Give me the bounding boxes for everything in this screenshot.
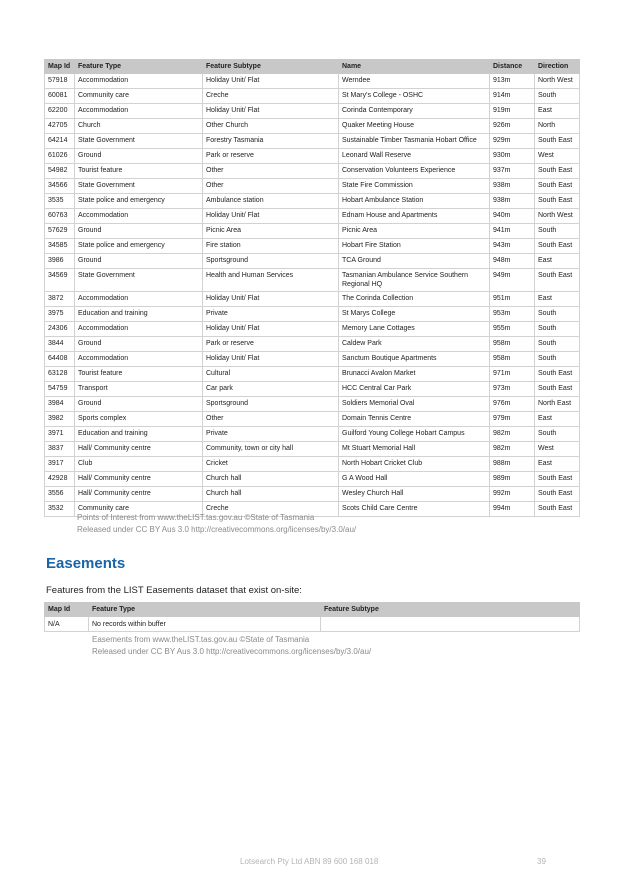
table-cell: 3837 [45,442,75,457]
table-cell: Accommodation [75,352,203,367]
poi-credit [77,512,356,536]
table-cell: South East [535,367,580,382]
table-cell: Scots Child Care Centre [339,502,490,517]
col-header-distance: Distance [490,60,535,74]
table-cell: Other [203,164,339,179]
table-cell: East [535,254,580,269]
table-row [45,307,580,322]
table-row [45,442,580,457]
table-cell: 913m [490,74,535,89]
table-cell: Ground [75,254,203,269]
table-cell: 60763 [45,209,75,224]
table-cell: 953m [490,307,535,322]
table-cell: 3975 [45,307,75,322]
table-row [45,337,580,352]
table-cell: Accommodation [75,74,203,89]
table-cell: 976m [490,397,535,412]
table-cell: Cricket [203,457,339,472]
table-cell: South East [535,487,580,502]
table-cell: Hobart Fire Station [339,239,490,254]
table-cell: Creche [203,502,339,517]
table-cell: Picnic Area [339,224,490,239]
table-cell: Caldew Park [339,337,490,352]
table-cell: Holiday Unit/ Flat [203,292,339,307]
table-cell: Other [203,179,339,194]
table-cell: Ground [75,397,203,412]
table-cell: N/A [45,617,89,632]
table-row [45,149,580,164]
table-cell: 955m [490,322,535,337]
table-row [45,397,580,412]
table-cell: North West [535,74,580,89]
table-cell: South [535,307,580,322]
table-cell: Other Church [203,119,339,134]
table-cell: South East [535,382,580,397]
table-cell: North West [535,209,580,224]
table-cell: 943m [490,239,535,254]
table-cell: Tasmanian Ambulance Service Southern Regional HQ [339,269,490,292]
table-cell: State Government [75,269,203,292]
table-cell: Corinda Contemporary [339,104,490,119]
table-cell: 62200 [45,104,75,119]
table-cell: 3984 [45,397,75,412]
table-cell: 3982 [45,412,75,427]
table-cell: 926m [490,119,535,134]
table-cell: State Fire Commission [339,179,490,194]
table-cell: Sportsground [203,397,339,412]
table-cell: South East [535,164,580,179]
table-cell: 982m [490,427,535,442]
table-cell: 64214 [45,134,75,149]
table-cell: South [535,224,580,239]
table-cell: 938m [490,194,535,209]
table-cell: Education and training [75,307,203,322]
table-cell: East [535,412,580,427]
table-cell: 937m [490,164,535,179]
table-cell: North Hobart Cricket Club [339,457,490,472]
table-cell: Church [75,119,203,134]
table-row [45,104,580,119]
table-cell: 3917 [45,457,75,472]
table-cell: 57918 [45,74,75,89]
table-cell: West [535,149,580,164]
table-cell: 64408 [45,352,75,367]
table-row [45,134,580,149]
table-cell: Conservation Volunteers Experience [339,164,490,179]
col-header-map-id: Map Id [45,603,89,617]
table-cell: Private [203,307,339,322]
table-cell: Holiday Unit/ Flat [203,74,339,89]
table-row [45,427,580,442]
table-row [45,269,580,292]
table-cell: Brunacci Avalon Market [339,367,490,382]
table-cell: Community care [75,89,203,104]
table-row [45,322,580,337]
points-of-interest-table [44,59,580,517]
table-cell: HCC Central Car Park [339,382,490,397]
table-cell: 929m [490,134,535,149]
table-cell: Leonard Wall Reserve [339,149,490,164]
table-cell: East [535,292,580,307]
table-cell: South East [535,239,580,254]
table-row [45,472,580,487]
table-row [45,412,580,427]
table-cell: Ground [75,149,203,164]
table-cell: State Government [75,179,203,194]
table-row [45,164,580,179]
table-cell: North East [535,397,580,412]
table-cell: 34566 [45,179,75,194]
poi-credit-line-1: Points of Interest from www.theLIST.tas.gov.au ©State of Tasmania [77,513,315,522]
table-cell: 3532 [45,502,75,517]
table-header-row [45,60,580,74]
table-cell: Ground [75,224,203,239]
table-cell: Holiday Unit/ Flat [203,352,339,367]
table-cell: Mt Stuart Memorial Hall [339,442,490,457]
table-cell: West [535,442,580,457]
col-header-feature-subtype: Feature Subtype [203,60,339,74]
table-cell: Domain Tennis Centre [339,412,490,427]
col-header-direction: Direction [535,60,580,74]
table-cell: Park or reserve [203,149,339,164]
table-cell: Health and Human Services [203,269,339,292]
table-cell: Werndee [339,74,490,89]
table-cell: Guilford Young College Hobart Campus [339,427,490,442]
table-cell: South [535,337,580,352]
table-row [45,617,580,632]
table-cell: Accommodation [75,209,203,224]
table-cell: 919m [490,104,535,119]
table-cell: Quaker Meeting House [339,119,490,134]
table-cell: 958m [490,352,535,367]
col-header-name: Name [339,60,490,74]
table-cell: South [535,352,580,367]
easements-intro: Features from the LIST Easements dataset that exist on-site: [46,585,302,596]
table-cell: 3971 [45,427,75,442]
table-header-row [45,603,580,617]
table-cell: 34569 [45,269,75,292]
table-row [45,224,580,239]
table-cell: Accommodation [75,322,203,337]
table-cell: 973m [490,382,535,397]
table-cell: South [535,427,580,442]
table-cell: 54982 [45,164,75,179]
easements-credit-line-2: Released under CC BY Aus 3.0 http://creativecommons.org/licenses/by/3.0/au/ [92,647,372,656]
table-cell: Holiday Unit/ Flat [203,104,339,119]
table-row [45,367,580,382]
table-cell: 958m [490,337,535,352]
table-cell: South East [535,134,580,149]
table-cell: Ground [75,337,203,352]
table-cell: Fire station [203,239,339,254]
table-cell: 42928 [45,472,75,487]
table-cell: South East [535,269,580,292]
table-cell: 941m [490,224,535,239]
table-row [45,254,580,269]
table-row [45,352,580,367]
table-row [45,179,580,194]
table-cell: Community care [75,502,203,517]
table-row [45,457,580,472]
col-header-feature-type: Feature Type [75,60,203,74]
table-cell: East [535,104,580,119]
table-cell: Car park [203,382,339,397]
table-cell: Hall/ Community centre [75,442,203,457]
table-row [45,194,580,209]
table-cell: Transport [75,382,203,397]
table-cell: 54759 [45,382,75,397]
table-cell: 948m [490,254,535,269]
table-cell: South East [535,179,580,194]
table-cell: State police and emergency [75,194,203,209]
table-cell: Sports complex [75,412,203,427]
table-cell: Cultural [203,367,339,382]
table-cell: The Corinda Collection [339,292,490,307]
table-row [45,119,580,134]
table-cell: Hall/ Community centre [75,487,203,502]
table-row [45,89,580,104]
table-row [45,487,580,502]
table-cell: State Government [75,134,203,149]
table-cell: 949m [490,269,535,292]
table-cell: 34585 [45,239,75,254]
table-cell: 994m [490,502,535,517]
table-cell: 988m [490,457,535,472]
table-cell: 42705 [45,119,75,134]
table-cell: 60081 [45,89,75,104]
table-cell: Sportsground [203,254,339,269]
table-row [45,239,580,254]
table-cell: 982m [490,442,535,457]
table-cell: Church hall [203,472,339,487]
table-cell: 938m [490,179,535,194]
table-cell: 979m [490,412,535,427]
table-cell: 3535 [45,194,75,209]
table-cell: Club [75,457,203,472]
table-cell: South East [535,472,580,487]
col-header-feature-subtype: Feature Subtype [321,603,580,617]
page-number: 39 [537,857,546,866]
table-cell: G A Wood Hall [339,472,490,487]
table-cell: Tourist feature [75,367,203,382]
col-header-feature-type: Feature Type [89,603,321,617]
table-cell: 971m [490,367,535,382]
table-cell: Sustainable Timber Tasmania Hobart Office [339,134,490,149]
table-row [45,74,580,89]
table-cell: Community, town or city hall [203,442,339,457]
table-cell: South [535,322,580,337]
col-header-map-id: Map Id [45,60,75,74]
table-cell: 63128 [45,367,75,382]
table-cell: 951m [490,292,535,307]
table-cell: Hall/ Community centre [75,472,203,487]
table-cell: St Mary's College - OSHC [339,89,490,104]
table-cell: Picnic Area [203,224,339,239]
table-cell: Private [203,427,339,442]
table-cell: 24306 [45,322,75,337]
table-cell: Ambulance station [203,194,339,209]
table-cell: No records within buffer [89,617,321,632]
table-cell: Holiday Unit/ Flat [203,322,339,337]
table-cell: South [535,89,580,104]
table-cell: Accommodation [75,292,203,307]
table-cell: Church hall [203,487,339,502]
table-cell: 61026 [45,149,75,164]
easements-table [44,602,580,632]
table-cell: 930m [490,149,535,164]
table-cell: North [535,119,580,134]
table-cell: State police and emergency [75,239,203,254]
table-cell: Holiday Unit/ Flat [203,209,339,224]
table-cell: Sanctum Boutique Apartments [339,352,490,367]
easements-heading: Easements [46,555,126,572]
table-cell: Accommodation [75,104,203,119]
table-cell: Forestry Tasmania [203,134,339,149]
table-cell: Soldiers Memorial Oval [339,397,490,412]
table-cell: TCA Ground [339,254,490,269]
table-cell: 3872 [45,292,75,307]
table-cell: Other [203,412,339,427]
table-cell: 57629 [45,224,75,239]
footer-company: Lotsearch Pty Ltd ABN 89 600 168 018 [240,857,379,866]
table-cell [321,617,580,632]
table-cell: Tourist feature [75,164,203,179]
table-row [45,209,580,224]
table-row [45,292,580,307]
table-cell: South East [535,502,580,517]
table-cell: 3844 [45,337,75,352]
table-cell: St Marys College [339,307,490,322]
table-cell: 3556 [45,487,75,502]
easements-credit [92,634,371,658]
table-cell: Memory Lane Cottages [339,322,490,337]
points-of-interest-body [45,74,580,517]
table-cell: East [535,457,580,472]
table-cell: Creche [203,89,339,104]
table-cell: Education and training [75,427,203,442]
table-cell: South East [535,194,580,209]
table-cell: 989m [490,472,535,487]
table-cell: Hobart Ambulance Station [339,194,490,209]
easements-body [45,617,580,632]
table-cell: Park or reserve [203,337,339,352]
poi-credit-line-2: Released under CC BY Aus 3.0 http://creativecommons.org/licenses/by/3.0/au/ [77,525,357,534]
table-cell: 3986 [45,254,75,269]
table-cell: 940m [490,209,535,224]
table-cell: Wesley Church Hall [339,487,490,502]
table-cell: 914m [490,89,535,104]
table-row [45,382,580,397]
table-cell: 992m [490,487,535,502]
easements-credit-line-1: Easements from www.theLIST.tas.gov.au ©State of Tasmania [92,635,310,644]
table-cell: Ednam House and Apartments [339,209,490,224]
